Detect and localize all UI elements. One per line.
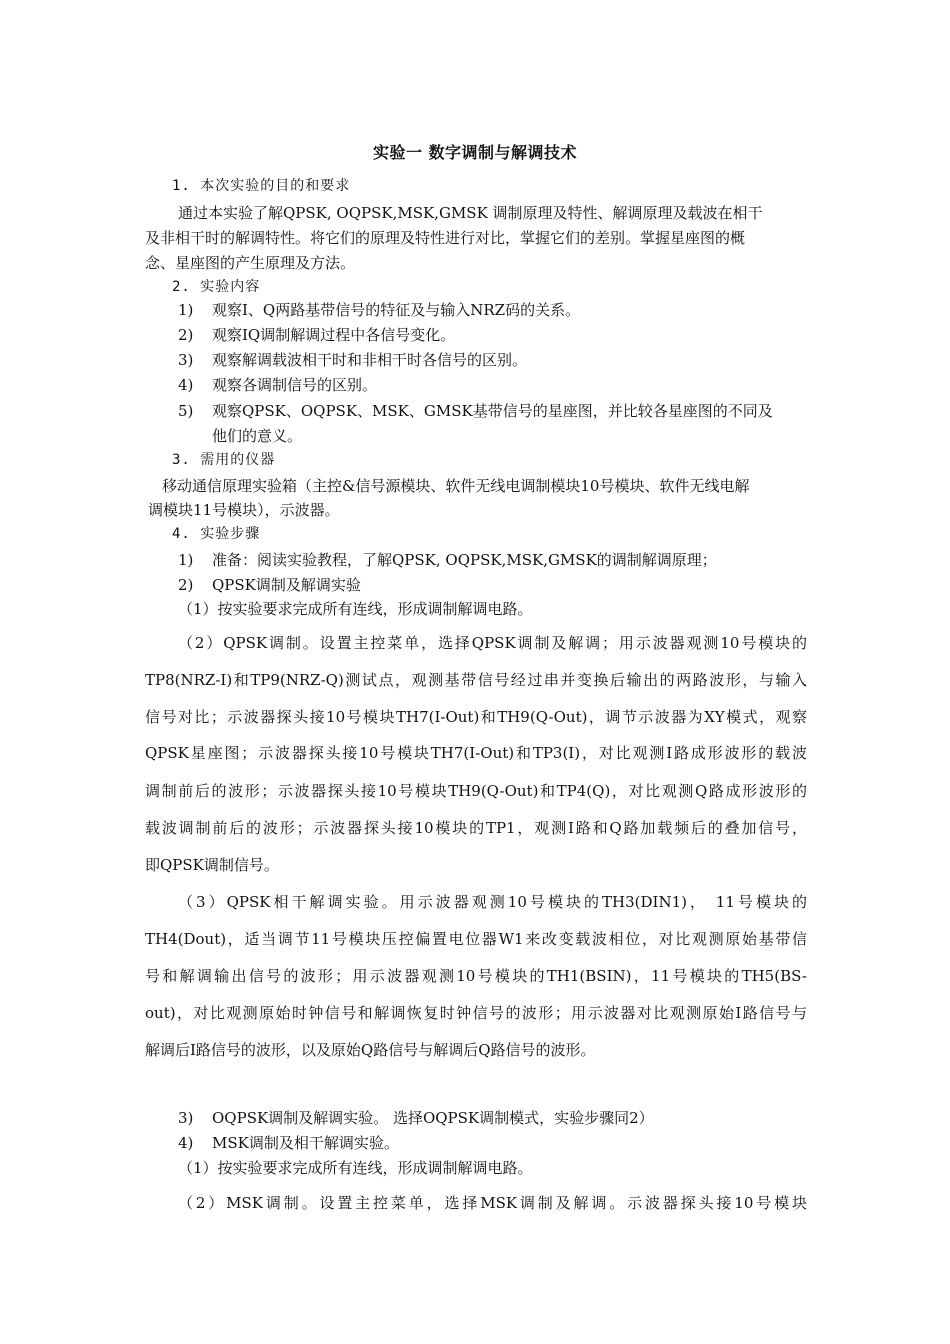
list-item bbox=[178, 300, 580, 320]
list-number: 2) bbox=[178, 326, 194, 344]
document-title: 实验一 数字调制与解调技术 bbox=[372, 143, 578, 162]
list-item bbox=[178, 401, 773, 421]
section-3-heading: 3. 需用的仪器 bbox=[172, 452, 276, 468]
list-item bbox=[178, 325, 455, 345]
paragraph-line: 调制前后的波形；示波器探头接10号模块TH9(Q-Out)和TP4(Q)，对比观测Q路成形波形的 bbox=[145, 782, 807, 800]
paragraph-line: 移动通信原理实验箱（主控&信号源模块、软件无线电调制模块10号模块、软件无线电解 bbox=[162, 477, 750, 495]
list-number: 3) bbox=[178, 351, 194, 369]
substep-line: （1）按实验要求完成所有连线，形成调制解调电路。 bbox=[178, 1159, 533, 1177]
step-number: 2) bbox=[178, 576, 194, 594]
paragraph-line: QPSK星座图；示波器探头接10号模块TH7(I-Out)和TP3(I)，对比观测I路成形波形的载波 bbox=[145, 744, 807, 762]
section-2-heading: 2. 实验内容 bbox=[172, 279, 261, 295]
list-text: 观察QPSK、OQPSK、MSK、GMSK基带信号的星座图，并比较各星座图的不同及 bbox=[212, 402, 773, 420]
list-item bbox=[178, 375, 377, 395]
list-text: 观察IQ调制解调过程中各信号变化。 bbox=[212, 326, 456, 344]
paragraph-line: 及非相干时的解调特性。将它们的原理及特性进行对比，掌握它们的差别。掌握星座图的概 bbox=[145, 229, 746, 247]
paragraph-line: TH4(Dout)，适当调节11号模块压控偏置电位器W1来改变载波相位，对比观测原始基带信 bbox=[145, 930, 807, 948]
step-text: 准备：阅读实验教程，了解QPSK, OQPSK,MSK,GMSK的调制解调原理； bbox=[212, 551, 717, 569]
step-text: QPSK调制及解调实验 bbox=[212, 576, 361, 594]
step-item bbox=[178, 1133, 399, 1153]
step-number: 3) bbox=[178, 1109, 194, 1127]
step-text: OQPSK调制及解调实验。 选择OQPSK调制模式，实验步骤同2） bbox=[212, 1109, 654, 1127]
list-item-continuation: 他们的意义。 bbox=[212, 427, 303, 445]
paragraph-line: 载波调制前后的波形；示波器探头接10模块的TP1，观测I路和Q路加载频后的叠加信号， bbox=[145, 819, 807, 837]
step-item bbox=[178, 575, 361, 595]
paragraph-line: 调模块11号模块），示波器。 bbox=[148, 501, 340, 519]
step-number: 4) bbox=[178, 1134, 194, 1152]
step-item bbox=[178, 1108, 654, 1128]
paragraph-line: 解调后I路信号的波形，以及原始Q路信号与解调后Q路信号的波形。 bbox=[145, 1041, 596, 1059]
list-number: 5) bbox=[178, 402, 194, 420]
list-text: 观察I、Q两路基带信号的特征及与输入NRZ码的关系。 bbox=[212, 301, 581, 319]
paragraph-line: 即QPSK调制信号。 bbox=[145, 856, 279, 874]
list-number: 1) bbox=[178, 301, 194, 319]
paragraph-line: out)，对比观测原始时钟信号和解调恢复时钟信号的波形；用示波器对比观测原始I路信号与 bbox=[145, 1004, 807, 1022]
substep-line: （1）按实验要求完成所有连线，形成调制解调电路。 bbox=[178, 600, 533, 618]
step-text: MSK调制及相干解调实验。 bbox=[212, 1134, 399, 1152]
paragraph-line: （3）QPSK相干解调实验。用示波器观测10号模块的TH3(DIN1)， 11号模块的 bbox=[178, 893, 807, 911]
list-text: 观察解调载波相干时和非相干时各信号的区别。 bbox=[212, 351, 528, 369]
paragraph-line: 信号对比；示波器探头接10号模块TH7(I-Out)和TH9(Q-Out)，调节示波器为XY模式，观察 bbox=[145, 708, 807, 726]
section-1-heading: 1. 本次实验的目的和要求 bbox=[172, 178, 351, 194]
section-4-heading: 4. 实验步骤 bbox=[172, 526, 261, 542]
list-text: 观察各调制信号的区别。 bbox=[212, 376, 378, 394]
paragraph-line: （2）MSK调制。设置主控菜单，选择MSK调制及解调。示波器探头接10号模块 bbox=[178, 1194, 807, 1212]
paragraph-line: （2）QPSK调制。设置主控菜单，选择QPSK调制及解调；用示波器观测10号模块的 bbox=[178, 634, 807, 652]
paragraph-line: 念、星座图的产生原理及方法。 bbox=[145, 254, 356, 272]
paragraph-line: 号和解调输出信号的波形；用示波器观测10号模块的TH1(BSIN)，11号模块的TH5(BS- bbox=[145, 967, 807, 985]
list-item bbox=[178, 350, 527, 370]
paragraph-line: TP8(NRZ-I)和TP9(NRZ-Q)测试点，观测基带信号经过串并变换后输出的两路波形，与输入 bbox=[145, 671, 807, 689]
paragraph-line: 通过本实验了解QPSK, OQPSK,MSK,GMSK 调制原理及特性、解调原理及载波在相干 bbox=[178, 204, 763, 222]
list-number: 4) bbox=[178, 376, 194, 394]
step-item bbox=[178, 550, 717, 570]
step-number: 1) bbox=[178, 551, 194, 569]
